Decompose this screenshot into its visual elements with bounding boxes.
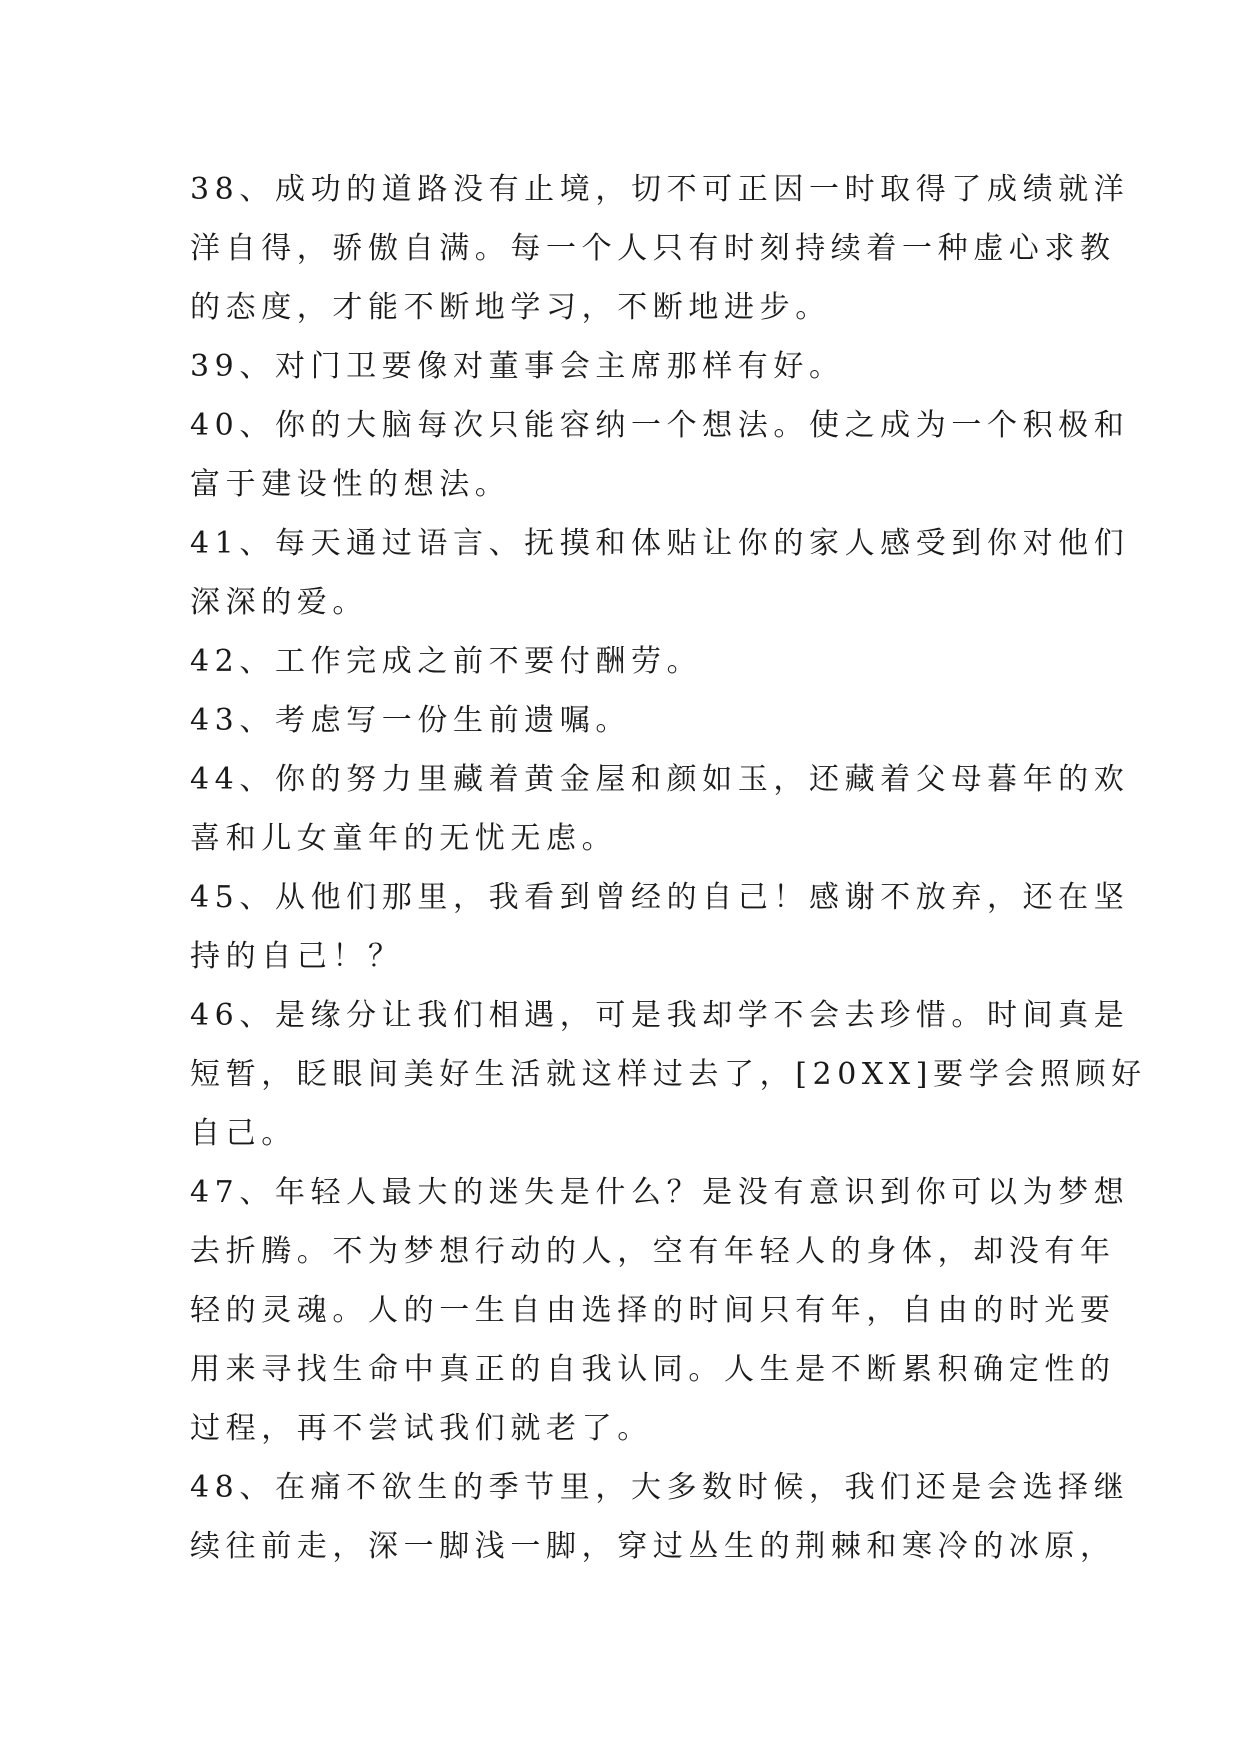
text-line: 自己。 (190, 1116, 297, 1151)
text-line: 46、是缘分让我们相遇，可是我却学不会去珍惜。时间真是 (190, 998, 1130, 1033)
text-line: 43、考虑写一份生前遗嘱。 (190, 703, 631, 738)
text-line: 富于建设性的想法。 (190, 467, 511, 502)
text-line: 48、在痛不欲生的季节里，大多数时候，我们还是会选择继 (190, 1470, 1130, 1505)
text-line: 42、工作完成之前不要付酬劳。 (190, 644, 703, 679)
text-line: 短暂，眨眼间美好生活就这样过去了，[20XX]要学会照顾好 (190, 1057, 1147, 1092)
document-body (190, 160, 1147, 1576)
text-line: 45、从他们那里，我看到曾经的自己！感谢不放弃，还在坚 (190, 880, 1130, 915)
text-line: 持的自己！？ (190, 939, 404, 974)
text-line: 洋自得，骄傲自满。每一个人只有时刻持续着一种虚心求教 (190, 231, 1116, 266)
text-line: 39、对门卫要像对董事会主席那样有好。 (190, 349, 845, 384)
text-line: 喜和儿女童年的无忧无虑。 (190, 821, 618, 856)
text-line: 续往前走，深一脚浅一脚，穿过丛生的荆棘和寒冷的冰原， (190, 1529, 1116, 1564)
text-line: 去折腾。不为梦想行动的人，空有年轻人的身体，却没有年 (190, 1234, 1116, 1269)
text-line: 38、成功的道路没有止境，切不可正因一时取得了成绩就洋 (190, 172, 1130, 207)
text-line: 轻的灵魂。人的一生自由选择的时间只有年，自由的时光要 (190, 1293, 1116, 1328)
text-line: 41、每天通过语言、抚摸和体贴让你的家人感受到你对他们 (190, 526, 1130, 561)
text-line: 的态度，才能不断地学习，不断地进步。 (190, 290, 831, 325)
text-line: 过程，再不尝试我们就老了。 (190, 1411, 653, 1446)
text-line: 深深的爱。 (190, 585, 368, 620)
text-line: 40、你的大脑每次只能容纳一个想法。使之成为一个积极和 (190, 408, 1130, 443)
text-line: 44、你的努力里藏着黄金屋和颜如玉，还藏着父母暮年的欢 (190, 762, 1130, 797)
text-line: 47、年轻人最大的迷失是什么？是没有意识到你可以为梦想 (190, 1175, 1130, 1210)
text-line: 用来寻找生命中真正的自我认同。人生是不断累积确定性的 (190, 1352, 1116, 1387)
